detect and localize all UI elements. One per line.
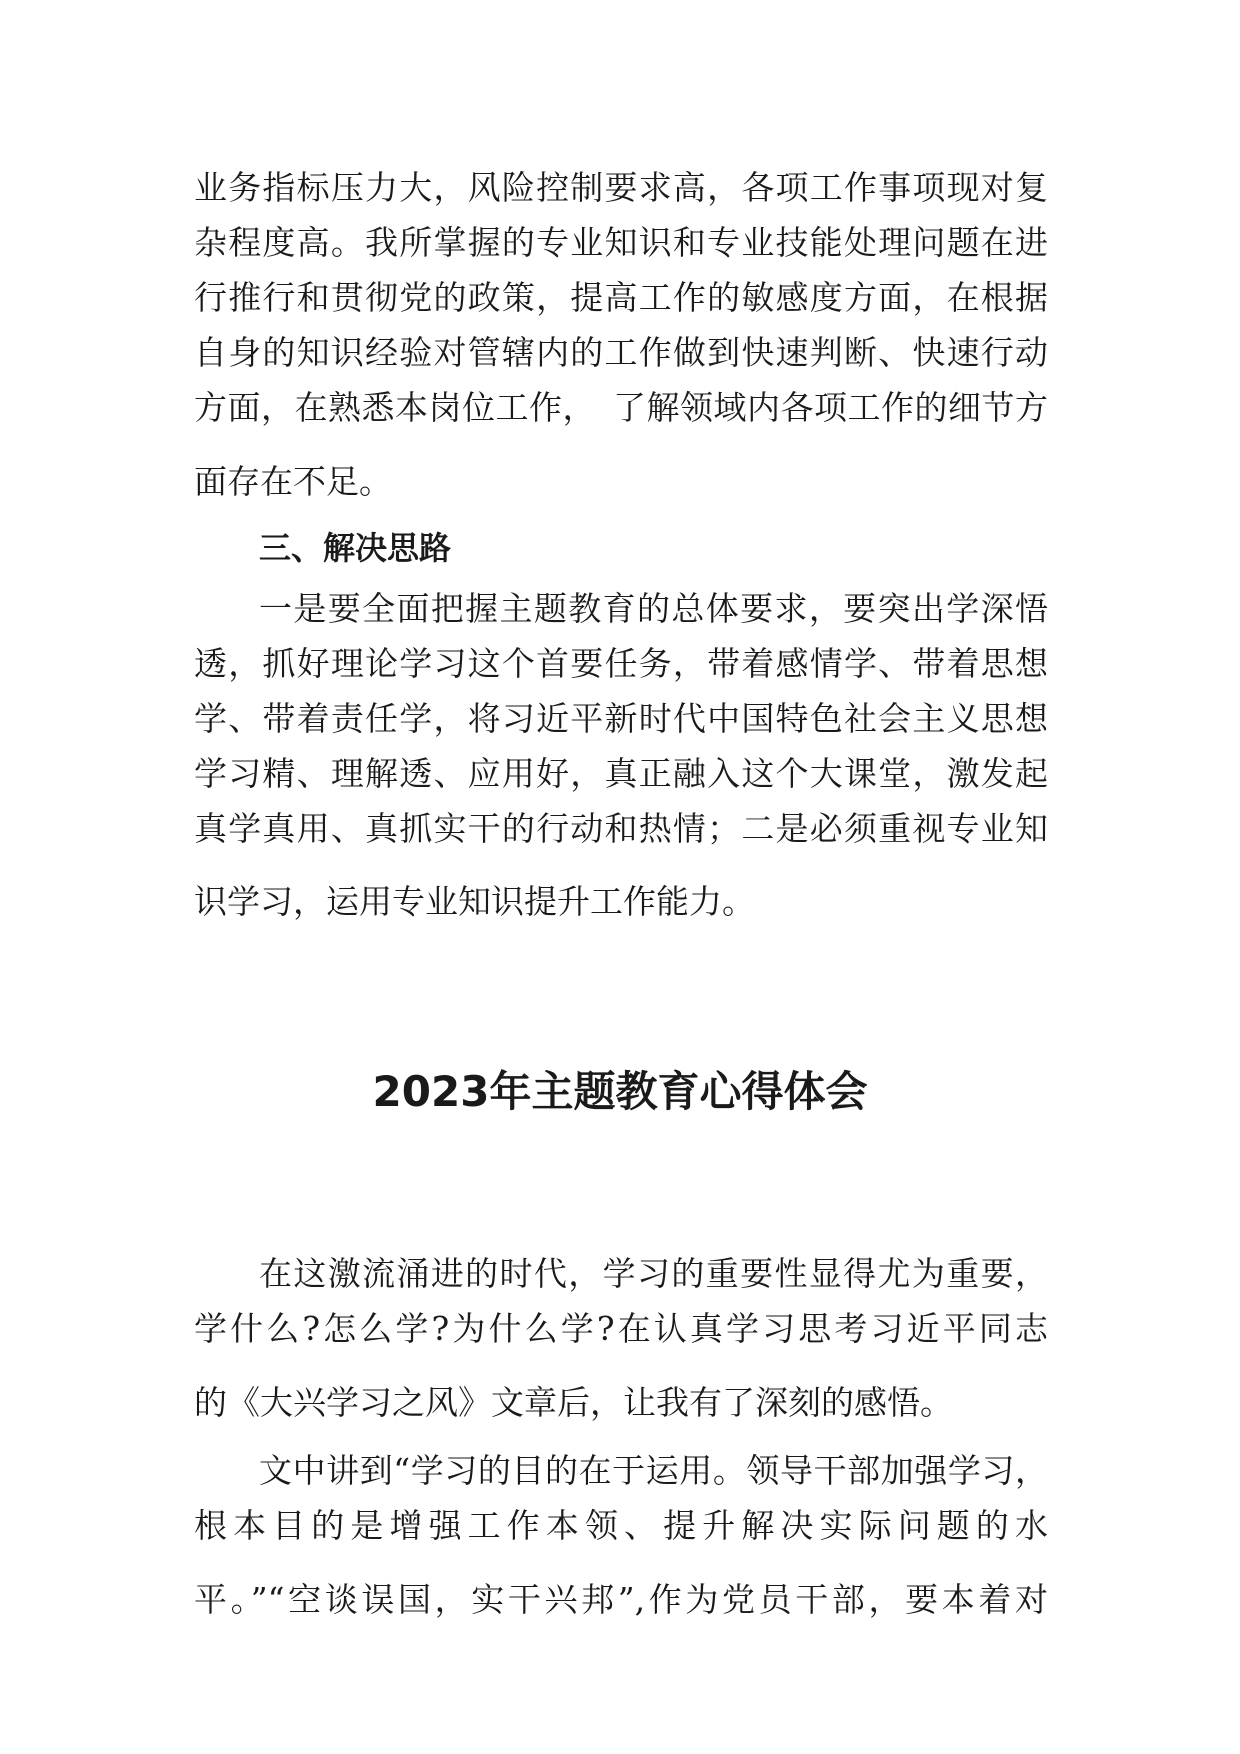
text-line: 学习精、理解透、应用好，真正融入这个大课堂，激发起 bbox=[194, 754, 1048, 793]
text-line: 平。”“空谈误国，实干兴邦”,作为党员干部，要本着对 bbox=[194, 1580, 1048, 1619]
text-line: 一是要全面把握主题教育的总体要求，要突出学深悟 bbox=[259, 589, 1048, 628]
text-line: 识学习，运用专业知识提升工作能力。 bbox=[194, 882, 755, 921]
text-line: 行推行和贯彻党的政策，提高工作的敏感度方面，在根据 bbox=[194, 278, 1048, 317]
text-line: 在这激流涌进的时代，学习的重要性显得尤为重要， bbox=[259, 1254, 1048, 1293]
text-line: 杂程度高。我所掌握的专业知识和专业技能处理问题在进 bbox=[194, 223, 1048, 262]
text-line: 透，抓好理论学习这个首要任务，带着感情学、带着思想 bbox=[194, 644, 1048, 683]
text-line: 面存在不足。 bbox=[194, 462, 392, 501]
text-line: 文中讲到“学习的目的在于运用。领导干部加强学习， bbox=[259, 1451, 1048, 1490]
text-line: 根本目的是增强工作本领、提升解决实际问题的水 bbox=[194, 1506, 1048, 1545]
article-title: 2023年主题教育心得体会 bbox=[372, 1067, 868, 1116]
text-line: 学、带着责任学，将习近平新时代中国特色社会主义思想 bbox=[194, 699, 1048, 738]
section-heading-solutions: 三、解决思路 bbox=[259, 529, 452, 567]
text-line: 方面，在熟悉本岗位工作， 了解领域内各项工作的细节方 bbox=[194, 388, 1048, 427]
text-line: 学什么?怎么学?为什么学?在认真学习思考习近平同志 bbox=[194, 1309, 1048, 1348]
text-line: 业务指标压力大，风险控制要求高，各项工作事项现对复 bbox=[194, 168, 1048, 207]
text-line: 自身的知识经验对管辖内的工作做到快速判断、快速行动 bbox=[194, 333, 1048, 372]
text-line: 的《大兴学习之风》文章后，让我有了深刻的感悟。 bbox=[194, 1383, 953, 1422]
text-line: 真学真用、真抓实干的行动和热情；二是必须重视专业知 bbox=[194, 809, 1048, 848]
